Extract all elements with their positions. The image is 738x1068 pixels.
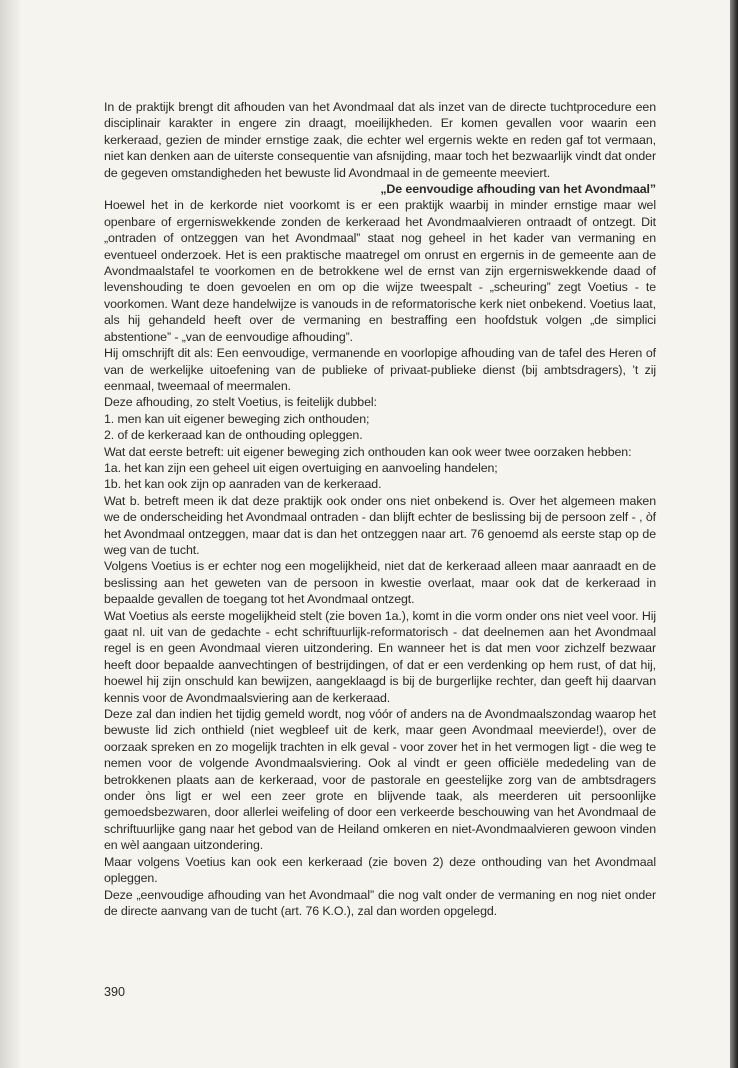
paragraph: Wat Voetius als eerste mogelijkheid stelt (zie boven 1a.), komt in die vorm onder ons niet veel voor. Hij gaat nl. uit van de gedachte - echt schriftuurlijk-reformatorisch - dat deelnemen aan het Avondmaal regel is en geen Avondmaal vieren uitzondering. En wanneer het is dat men voor zichzelf bezwaar heeft door bepaalde aanvechtingen of bestrijdingen, of dat er een verdenking op hem rust, of dat hij, hoewel hij zijn onschuld kan bewijzen, aangeklaagd is bij de burgerlijke rechter, dan geeft hij daarvan kennis voor de Avondmaalsviering aan de kerkeraad. bbox=[104, 608, 656, 705]
page-edge-right bbox=[730, 0, 738, 1068]
paragraph: Maar volgens Voetius kan ook een kerkeraad (zie boven 2) deze onthouding van het Avondmaal opleggen. bbox=[104, 854, 656, 886]
paragraph: Wat dat eerste betreft: uit eigener beweging zich onthouden kan ook weer twee oorzaken hebben: bbox=[104, 444, 632, 459]
list-item: 1. men kan uit eigener beweging zich onthouden; bbox=[104, 411, 370, 426]
paragraph: Deze „eenvoudige afhouding van het Avondmaal” die nog valt onder de vermaning en nog niet onder de directe aanvang van de tucht (art. 76 K.O.), zal dan worden opgelegd. bbox=[104, 887, 656, 918]
paragraph: Wat b. betreft meen ik dat deze praktijk ook onder ons niet onbekend is. Over het algemeen maken we de onderscheiding het Avondmaal ontraden - dan blijft echter de beslissing bij de persoon zelf - , òf het Avondmaal ontzeggen, maar dat is dan het ontzeggen naar art. 76 genoemd als eerste stap op de weg van de tucht. bbox=[104, 493, 656, 557]
section-heading: „De eenvoudige afhouding van het Avondmaal” bbox=[380, 182, 656, 197]
page-number: 390 bbox=[104, 985, 126, 999]
paragraph: Volgens Voetius is er echter nog een mogelijkheid, niet dat de kerkeraad alleen maar aanraadt en de beslissing aan het geweten van de persoon in kwestie overlaat, maar ook dat de kerkeraad in bepaalde gevallen de toegang tot het Avondmaal ontzegt. bbox=[104, 559, 656, 607]
list-item: 2. of de kerkeraad kan de onthouding opleggen. bbox=[104, 428, 363, 443]
page-gutter-shadow bbox=[0, 0, 22, 1068]
paragraph: Deze afhouding, zo stelt Voetius, is feitelijk dubbel: bbox=[104, 395, 377, 410]
paragraph: Hij omschrijft dit als: Een eenvoudige, vermanende en voorlopige afhouding van de tafel des Heren of van de werkelijke uitoefening van de publieke of privaat-publieke dienst (bij ambtsdragers), ’t zij eenmaal, tweemaal of meermalen. bbox=[104, 346, 656, 393]
body-text bbox=[104, 99, 656, 919]
paragraph: Hoewel het in de kerkorde niet voorkomt is er een praktijk waarbij in minder ernstige maar wel openbare of ergerniswekkende zonden de kerkeraad het Avondmaalvieren ontraadt of ontzegt. Dit „ontraden of ontzeggen van het Avondmaal” staat nog geheel in het kader van vermaning en eventueel onderzoek. Het is een praktische maatregel om onrust en ergernis in de gemeente aan de Avondmaalstafel te voorkomen en de betrokkene wel de ernst van zijn ergerniswekkende daad of levenshouding te doen gevoelen en om op die wijze tweespalt - „scheuring” zegt Voetius - te voorkomen. Want deze handelwijze is vanouds in de reformatorische kerk niet onbekend. Voetius laat, als hij gehandeld heeft over de vermaning en bestraffing een hoofdstuk volgen „de simplici abstentione” - „van de eenvoudige afhouding”. bbox=[104, 198, 656, 344]
paragraph: In de praktijk brengt dit afhouden van het Avondmaal dat als inzet van de directe tuchtprocedure een disciplinair karakter in engere zin draagt, moeilijkheden. Er komen gevallen voor waarin een kerkeraad, gezien de minder ernstige zaak, die echter wel ergernis wekte en reden gaf tot vermaan, niet kan denken aan de uiterste consequentie van afsnijding, maar toch het bezwaarlijk vindt dat onder de gegeven omstandigheden het bewuste lid Avondmaal in de gemeente meeviert. bbox=[104, 100, 656, 180]
list-item: 1b. het kan ook zijn op aanraden van de kerkeraad. bbox=[104, 477, 382, 492]
list-item: 1a. het kan zijn een geheel uit eigen overtuiging en aanvoeling handelen; bbox=[104, 460, 498, 475]
paragraph: Deze zal dan indien het tijdig gemeld wordt, nog vóór of anders na de Avondmaalszondag waarop het bewuste lid zich onthield (niet wegbleef uit de kerk, maar geen Avondmaal meevierde!), over de oorzaak spreken en zo mogelijk trachten in elk geval - voor zover het in het vermogen ligt - die weg te nemen voor de volgende Avondmaalsviering. Ook al vindt er geen officiële mededeling van de betrokkenen plaats aan de kerkeraad, voor de pastorale en geestelijke zorg van de ambtsdragers onder òns ligt er wel een zeer grote en blijvende taak, als meerderen uit persoonlijke gemoedsbezwaren, door allerlei weifeling of door een verkeerde beschouwing van het Avondmaal de schriftuurlijke gang naar het gebod van de Heiland omkeren en niet-Avondmaalvieren gewoon vinden en wèl aangaan uitzondering. bbox=[104, 707, 656, 853]
